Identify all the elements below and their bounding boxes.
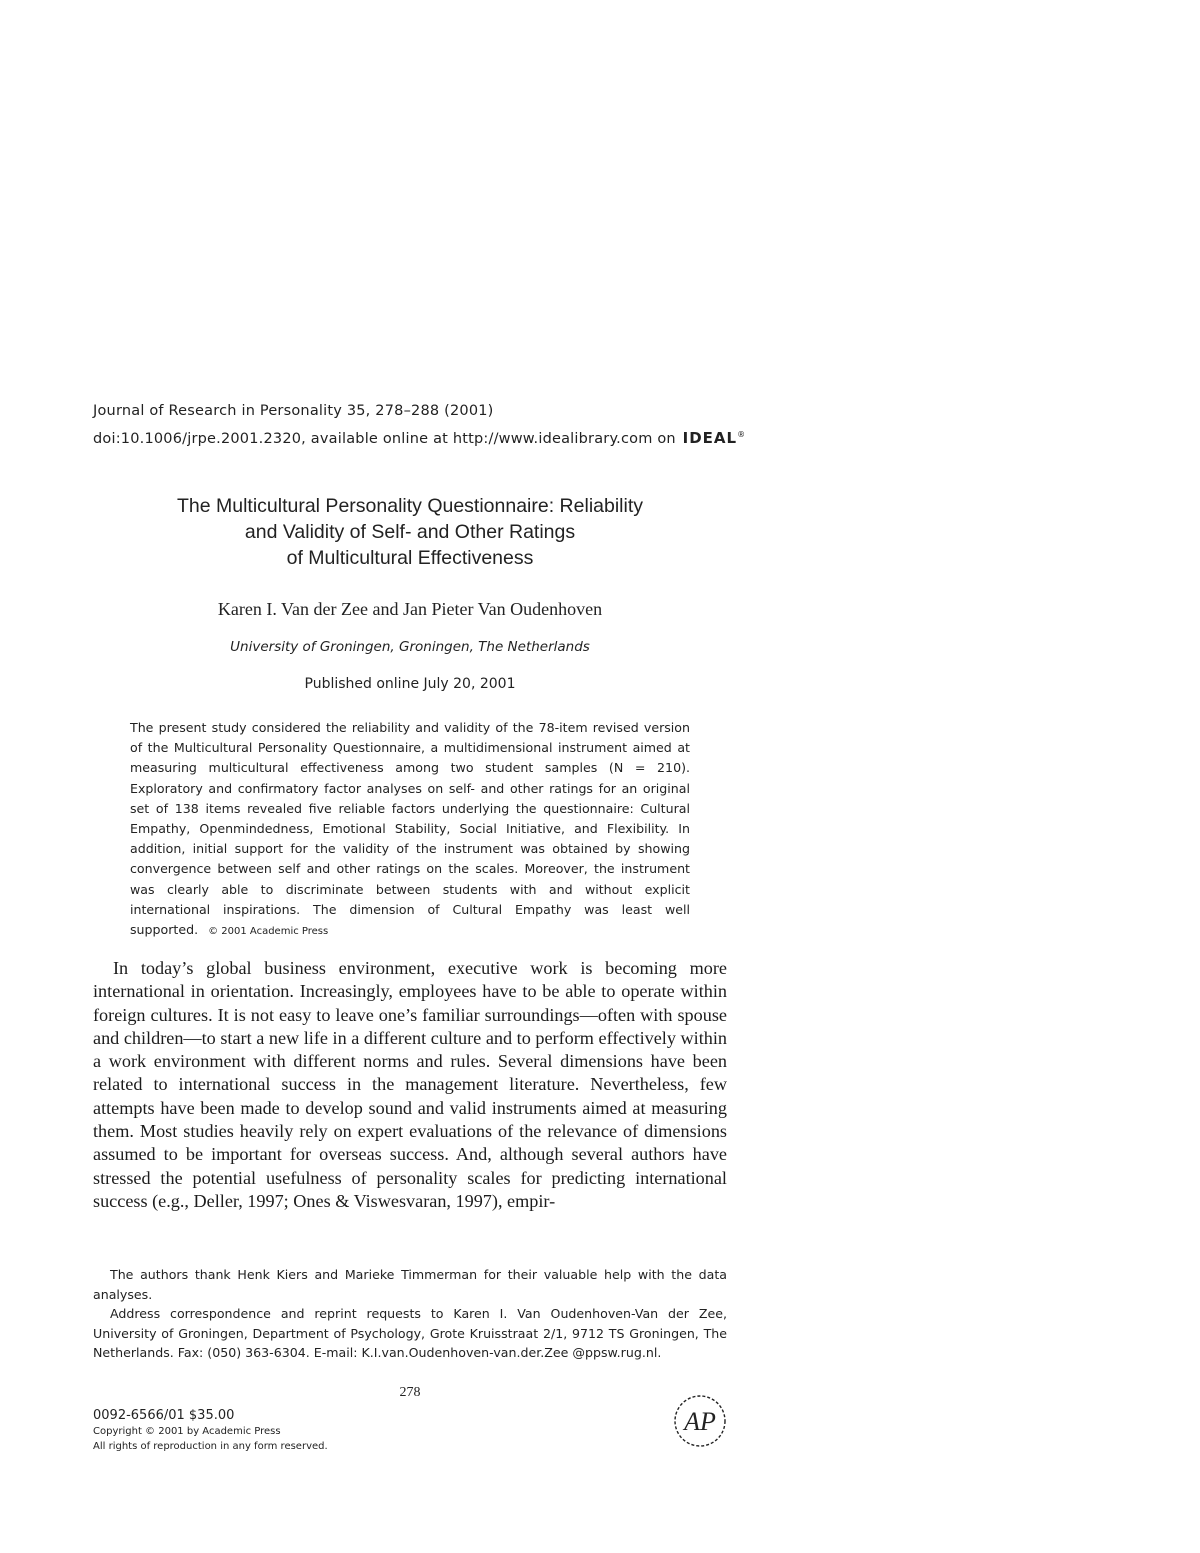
issn-price: 0092-6566/01 $35.00 bbox=[93, 1408, 235, 1423]
copyright-line: Copyright © 2001 by Academic Press bbox=[93, 1425, 281, 1437]
title-line: of Multicultural Effectiveness bbox=[286, 547, 534, 569]
doi-line bbox=[93, 423, 746, 451]
ap-logo-icon bbox=[672, 1393, 728, 1449]
rights-line: All rights of reproduction in any form reserved. bbox=[93, 1441, 328, 1452]
authors: Karen I. Van der Zee and Jan Pieter Van Oudenhoven bbox=[217, 599, 603, 619]
abstract bbox=[130, 718, 690, 942]
body-paragraph: In today’s global business environment, executive work is becoming more international in orientation. Increasingly, employees have to be able to operate within foreign cultures. It is not easy to leave one’s familiar surroundings—often with spouse and children—to start a new life in a different culture and to perform effectively within a work environment with different norms and rules. Several dimensions have been related to international success in the management literature. Nevertheless, few attempts have been made to develop sound and valid instruments aimed at measuring them. Most studies heavily rely on expert evaluations of the relevance of dimensions assumed to be important for overseas success. And, although several authors have stressed the potential usefulness of personality scales for predicting international success (e.g., Deller, 1997; Ones & Viswesvaran, 1997), empir- bbox=[93, 958, 727, 1211]
footnote-address: Address correspondence and reprint requests to Karen I. Van Oudenhoven-Van der Zee, University of Groningen, Department of Psychology, Grote Kruisstraat 2/1, 9712 TS Groningen, The Netherlands. Fax: (050) 363-6304. E-mail: K.I.van.Oudenhoven-van.der.Zee @ppsw.rug.nl. bbox=[93, 1306, 727, 1360]
journal-citation: Journal of Research in Personality 35, 278–288 (2001) bbox=[93, 403, 494, 419]
title-line: The Multicultural Personality Questionnaire: Reliability bbox=[176, 495, 644, 517]
affiliation: University of Groningen, Groningen, The Netherlands bbox=[230, 639, 590, 655]
page-number: 278 bbox=[399, 1385, 421, 1400]
ap-logo-text: AP bbox=[684, 1407, 716, 1436]
abstract-copyright: © 2001 Academic Press bbox=[208, 926, 329, 938]
doi-text: doi:10.1006/jrpe.2001.2320, available online at http://www.idealibrary.com on bbox=[93, 431, 676, 447]
footnote-thanks: The authors thank Henk Kiers and Marieke Timmerman for their valuable help with the data analyses. bbox=[93, 1267, 727, 1302]
body-text bbox=[93, 957, 727, 1213]
abstract-text: The present study considered the reliability and validity of the 78-item revised version of the Multicultural Personality Questionnaire, a multidimensional instrument aimed at measuring multicultural effectiveness among two student samples (N = 210). Exploratory and confirmatory factor analyses on self- and other ratings for an original set of 138 items revealed five reliable factors underlying the questionnaire: Cultural Empathy, Openmindedness, Emotional Stability, Social Initiative, and Flexibility. In addition, initial support for the validity of the instrument was obtained by showing convergence between self and other ratings on the scales. Moreover, the instrument was clearly able to discriminate between students with and without explicit international inspirations. The dimension of Cultural Empathy was least well supported. bbox=[130, 720, 690, 938]
ideal-logo-text: IDEAL bbox=[682, 429, 738, 447]
published-date: Published online July 20, 2001 bbox=[304, 676, 516, 692]
ideal-logo-mark: ® bbox=[737, 430, 747, 439]
journal-header bbox=[93, 400, 746, 451]
article-title bbox=[110, 493, 710, 571]
footnotes bbox=[93, 1265, 727, 1363]
copyright-block bbox=[93, 1408, 328, 1455]
title-line: and Validity of Self- and Other Ratings bbox=[244, 521, 576, 543]
ideal-logo bbox=[683, 423, 746, 450]
